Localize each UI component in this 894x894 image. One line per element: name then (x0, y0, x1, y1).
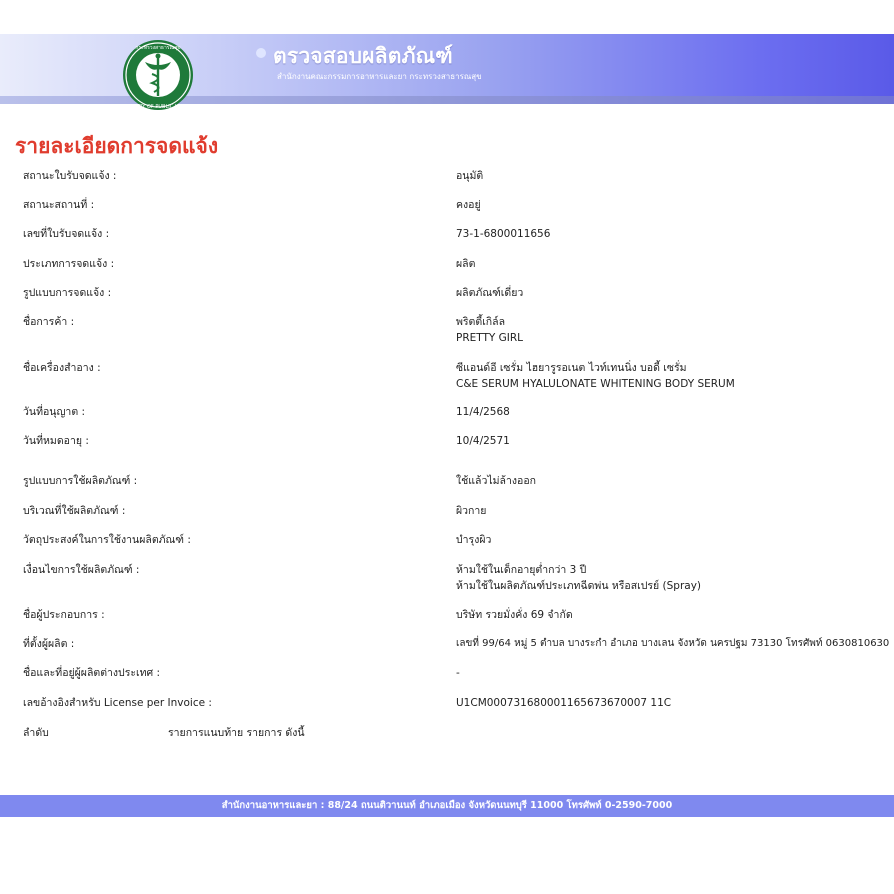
detail-label: ที่ตั้งผู้ผลิต : (23, 638, 75, 650)
detail-value: ผลิตภัณฑ์เดี่ยว (456, 287, 524, 299)
detail-label: เลขที่ใบรับจดแจ้ง : (23, 228, 110, 240)
detail-label: เลขอ้างอิงสำหรับ License per Invoice : (23, 697, 212, 709)
detail-value: อนุมัติ (456, 170, 484, 182)
site-subtitle: สำนักงานคณะกรรมการอาหารและยา กระทรวงสาธารณสุข (277, 72, 482, 81)
page-title: รายละเอียดการจดแจ้ง (15, 134, 219, 158)
detail-value: คงอยู่ (456, 199, 481, 211)
detail-label: ชื่อการค้า : (23, 316, 75, 328)
detail-label: ประเภทการจดแจ้ง : (23, 258, 115, 270)
detail-value: U1CM000731680001165673670007 11C (456, 697, 672, 709)
detail-label: รูปแบบการจดแจ้ง : (23, 287, 112, 299)
detail-value: พริตตี้เกิล์ล PRETTY GIRL (456, 316, 524, 344)
footer-bar: สำนักงานอาหารและยา : 88/24 ถนนติวานนท์ อำเภอเมือง จังหวัดนนทบุรี 11000 โทรศัพท์ 0-2590-7000 (0, 795, 894, 817)
detail-label: ชื่อผู้ประกอบการ : (23, 609, 105, 621)
seal-top-caption: กระทรวงสาธารณสุข (135, 45, 181, 51)
title-bullet-icon (256, 48, 266, 58)
seal-caption: MINISTRY OF PUBLIC HEALTH (121, 104, 195, 110)
detail-label: บริเวณที่ใช้ผลิตภัณฑ์ : (23, 505, 126, 517)
detail-label: ชื่อและที่อยู่ผู้ผลิตต่างประเทศ : (23, 667, 161, 679)
detail-value: 10/4/2571 (456, 435, 510, 447)
detail-value: 73-1-6800011656 (456, 228, 551, 240)
site-title: ตรวจสอบผลิตภัณฑ์ (273, 44, 453, 68)
detail-label: วันที่หมดอายุ : (23, 435, 89, 447)
detail-value: ซีแอนด์อี เซรั่ม ไฮยารูรอเนต ไวท์เทนนิ่ง บอดี้ เซรั่ม C&E SERUM HYALULONATE WHITENING BODY SERUM (456, 362, 735, 390)
detail-value: ผิวกาย (456, 505, 487, 517)
detail-label: ชื่อเครื่องสำอาง : (23, 362, 101, 374)
detail-value: ผลิต (456, 258, 476, 270)
detail-value: เลขที่ 99/64 หมู่ 5 ตำบล บางระกำ อำเภอ บางเลน จังหวัด นครปฐม 73130 โทรศัพท์ 0630810630 (456, 638, 890, 649)
detail-label: สถานะสถานที่ : (23, 199, 95, 211)
ministry-seal-logo (121, 38, 195, 112)
detail-label: เงื่อนไขการใช้ผลิตภัณฑ์ : (23, 564, 140, 576)
detail-value: บำรุงผิว (456, 534, 492, 546)
column-header-order: ลำดับ (23, 727, 49, 739)
detail-value: 11/4/2568 (456, 406, 510, 418)
detail-value: - (456, 667, 460, 679)
detail-label: วัตถุประสงค์ในการใช้งานผลิตภัณฑ์ : (23, 534, 191, 546)
detail-label: รูปแบบการใช้ผลิตภัณฑ์ : (23, 475, 138, 487)
column-header-items: รายการแนบท้าย รายการ ดังนี้ (168, 727, 305, 739)
detail-label: วันที่อนุญาต : (23, 406, 86, 418)
detail-value: ห้ามใช้ในเด็กอายุต่ำกว่า 3 ปี ห้ามใช้ในผลิตภัณฑ์ประเภทฉีดพ่น หรือสเปรย์ (Spray) (456, 564, 702, 592)
detail-label: สถานะใบรับจดแจ้ง : (23, 170, 117, 182)
detail-value: บริษัท รวยมั่งคั่ง 69 จำกัด (456, 609, 573, 621)
detail-value: ใช้แล้วไม่ล้างออก (456, 475, 536, 487)
